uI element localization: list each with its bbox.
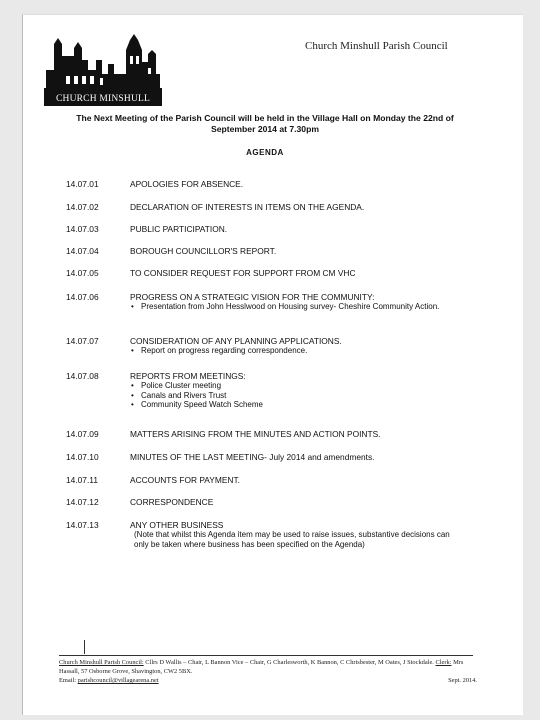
footer <box>59 658 477 685</box>
footer-rule <box>59 655 473 656</box>
agenda-title: AGENDA <box>246 148 284 157</box>
footer-clerk-label: Clerk: <box>435 659 452 666</box>
svg-text:CHURCH MINSHULL: CHURCH MINSHULL <box>55 94 151 104</box>
item-number: 14.07.10 <box>66 452 99 462</box>
item-title: TO CONSIDER REQUEST FOR SUPPORT FROM CM VHC <box>130 268 356 278</box>
item-title: REPORTS FROM MEETINGS: <box>130 371 246 381</box>
item-number: 14.07.12 <box>66 497 99 507</box>
item-number: 14.07.05 <box>66 268 99 278</box>
item-title: PROGRESS ON A STRATEGIC VISION FOR THE COMMUNITY: <box>130 292 375 302</box>
item-title: BOROUGH COUNCILLOR'S REPORT. <box>130 246 277 256</box>
item-title: MATTERS ARISING FROM THE MINUTES AND ACTION POINTS. <box>130 429 381 439</box>
sub-item: • Presentation from John Hesslwood on Housing survey- Cheshire Community Action. <box>130 302 466 312</box>
footer-email: parishcouncil@villagearena.net <box>77 677 159 684</box>
item-number: 14.07.08 <box>66 371 99 381</box>
item-number: 14.07.01 <box>66 179 99 189</box>
meeting-heading: The Next Meeting of the Parish Council will be held in the Village Hall on Monday the 22nd of September 2014 at 7.30pm <box>76 113 454 134</box>
item-number: 14.07.07 <box>66 336 99 346</box>
item-title: PUBLIC PARTICIPATION. <box>130 224 228 234</box>
footer-email-label: Email: <box>59 677 77 684</box>
footer-council-label: Church Minshull Parish Council: <box>59 659 144 666</box>
item-number: 14.07.04 <box>66 246 99 256</box>
item-number: 14.07.13 <box>66 520 99 530</box>
council-name: Church Minshull Parish Council <box>305 40 448 52</box>
footer-members: Cllrs D Wallis – Chair, L Bannon Vice – Chair, G Charlesworth, K Bannon, C Chrisbester, M Oates, J Stockdale. <box>145 659 434 666</box>
sub-item: • Report on progress regarding correspondence. <box>130 346 466 356</box>
item-number: 14.07.03 <box>66 224 99 234</box>
footer-date: Sept. 2014. <box>448 677 477 684</box>
margin-mark <box>84 640 85 654</box>
footer-email-line <box>59 676 477 685</box>
sub-item: • Community Speed Watch Scheme <box>130 400 466 410</box>
item-title: CONSIDERATION OF ANY PLANNING APPLICATIONS. <box>130 336 342 346</box>
sub-item: • Canals and Rivers Trust <box>130 391 466 401</box>
item-title: ANY OTHER BUSINESS <box>130 520 224 530</box>
item-title: ACCOUNTS FOR PAYMENT. <box>130 475 240 485</box>
item-note: (Note that whilst this Agenda item may be used to raise issues, substantive decisions can only be taken where business has been specified on the Agenda) <box>134 530 450 549</box>
item-title: DECLARATION OF INTERESTS IN ITEMS ON THE AGENDA. <box>130 202 365 212</box>
footer-members-line <box>59 658 477 676</box>
item-number: 14.07.09 <box>66 429 99 439</box>
church-minshull-logo <box>44 30 162 106</box>
item-title: CORRESPONDENCE <box>130 497 214 507</box>
item-title: MINUTES OF THE LAST MEETING- July 2014 and amendments. <box>130 452 375 462</box>
item-number: 14.07.06 <box>66 292 99 302</box>
sub-item: • Police Cluster meeting <box>130 381 466 391</box>
item-title: APOLOGIES FOR ABSENCE. <box>130 179 244 189</box>
footer-clerk: Mrs Hassall, 57 Osborne Grove, Shavington, CW2 5BX. <box>59 659 464 675</box>
item-number: 14.07.02 <box>66 202 99 212</box>
item-number: 14.07.11 <box>66 475 98 485</box>
